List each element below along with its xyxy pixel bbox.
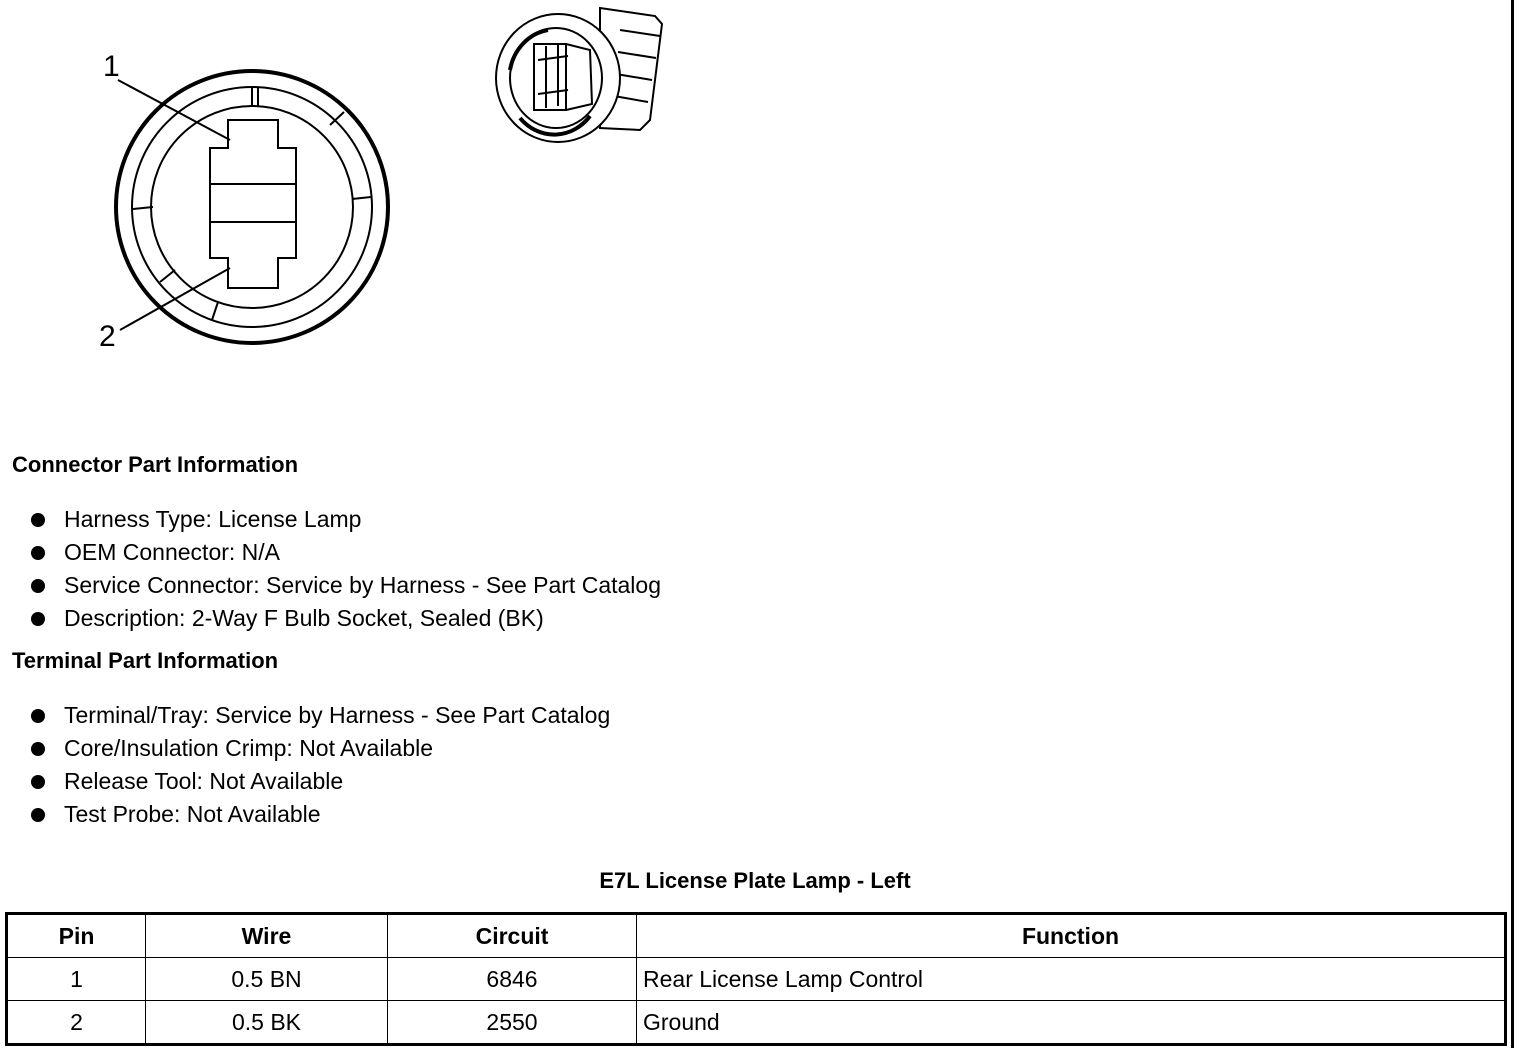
list-item: Release Tool: Not Available [28,765,610,798]
list-item: Harness Type: License Lamp [28,503,661,536]
cell-circuit: 6846 [388,958,637,1001]
connector-part-info-title: Connector Part Information [12,452,299,477]
cell-wire: 0.5 BN [146,958,388,1001]
table-row [7,1001,1506,1045]
terminal-part-info-title: Terminal Part Information [12,648,279,673]
list-item: Test Probe: Not Available [28,798,610,831]
pin-table-title: E7L License Plate Lamp - Left [599,868,911,893]
list-item: Description: 2-Way F Bulb Socket, Sealed (BK) [28,602,661,635]
bullet-icon [31,742,45,756]
header-function: Function [637,914,1506,958]
terminal-part-info-list [28,699,610,831]
cell-pin: 1 [7,958,146,1001]
bullet-icon [31,546,45,560]
header-wire: Wire [146,914,388,958]
cell-circuit: 2550 [388,1001,637,1045]
pin-1-label: 1 [103,50,120,83]
cell-function: Ground [637,1001,1506,1045]
bullet-icon [31,513,45,527]
list-item: OEM Connector: N/A [28,536,661,569]
page-right-border [1511,0,1514,1048]
header-pin: Pin [7,914,146,958]
list-item: Core/Insulation Crimp: Not Available [28,732,610,765]
cell-function: Rear License Lamp Control [637,958,1506,1001]
pin-2-label: 2 [99,320,116,353]
pin-table [5,912,1507,1046]
bullet-icon [31,808,45,822]
table-row [7,958,1506,1001]
cell-pin: 2 [7,1001,146,1045]
bullet-icon [31,579,45,593]
connector-diagram [0,0,720,400]
list-item: Terminal/Tray: Service by Harness - See Part Catalog [28,699,610,732]
table-header-row [7,914,1506,958]
bullet-icon [31,709,45,723]
bullet-icon [31,775,45,789]
list-item: Service Connector: Service by Harness - See Part Catalog [28,569,661,602]
cell-wire: 0.5 BK [146,1001,388,1045]
bullet-icon [31,612,45,626]
header-circuit: Circuit [388,914,637,958]
connector-part-info-list [28,503,661,635]
